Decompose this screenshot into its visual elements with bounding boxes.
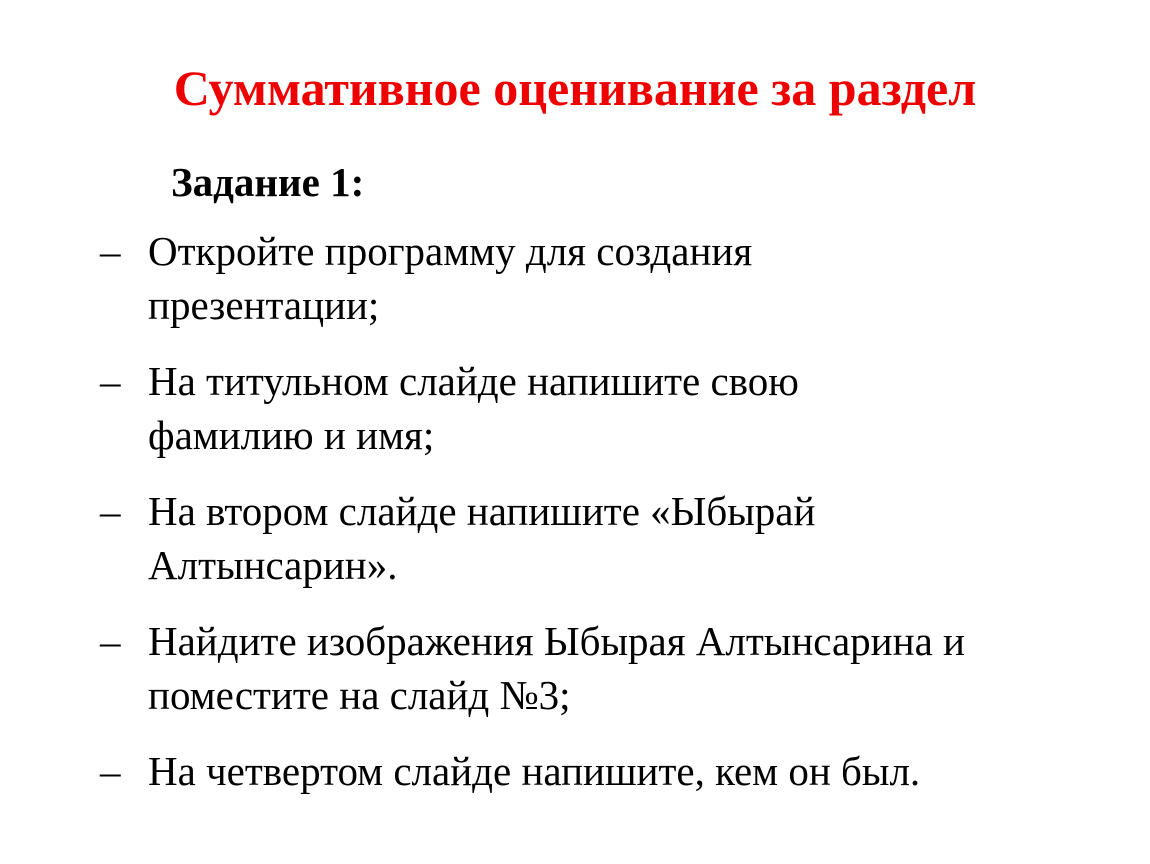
- bullet-dash: –: [100, 618, 121, 664]
- list-item-text-line: На втором слайде напишите «Ыбырай: [148, 488, 816, 534]
- list-item: [100, 224, 1140, 332]
- list-item: [100, 744, 1140, 798]
- list-item-text-line: Откройте программу для создания: [148, 228, 753, 274]
- slide-title: Суммативное оценивание за раздел: [173, 60, 977, 116]
- list-item-text-line: презентации;: [148, 282, 380, 328]
- list-item-text-line: Найдите изображения Ыбырая Алтынсарина и: [148, 618, 965, 664]
- list-item: [100, 354, 1140, 462]
- task-list: [100, 224, 1140, 820]
- list-item: [100, 484, 1140, 592]
- bullet-dash: –: [100, 358, 121, 404]
- list-item-text-line: Алтынсарин».: [148, 542, 398, 588]
- list-item-text-line: фамилию и имя;: [148, 412, 435, 458]
- task-heading: Задание 1:: [171, 159, 365, 205]
- bullet-dash: –: [100, 228, 121, 274]
- bullet-dash: –: [100, 488, 121, 534]
- list-item-text-line: На четвертом слайде напишите, кем он был.: [148, 748, 921, 794]
- list-item-text-line: поместите на слайд №3;: [148, 672, 571, 718]
- list-item: [100, 614, 1140, 722]
- bullet-dash: –: [100, 748, 121, 794]
- list-item-text-line: На титульном слайде напишите свою: [148, 358, 799, 404]
